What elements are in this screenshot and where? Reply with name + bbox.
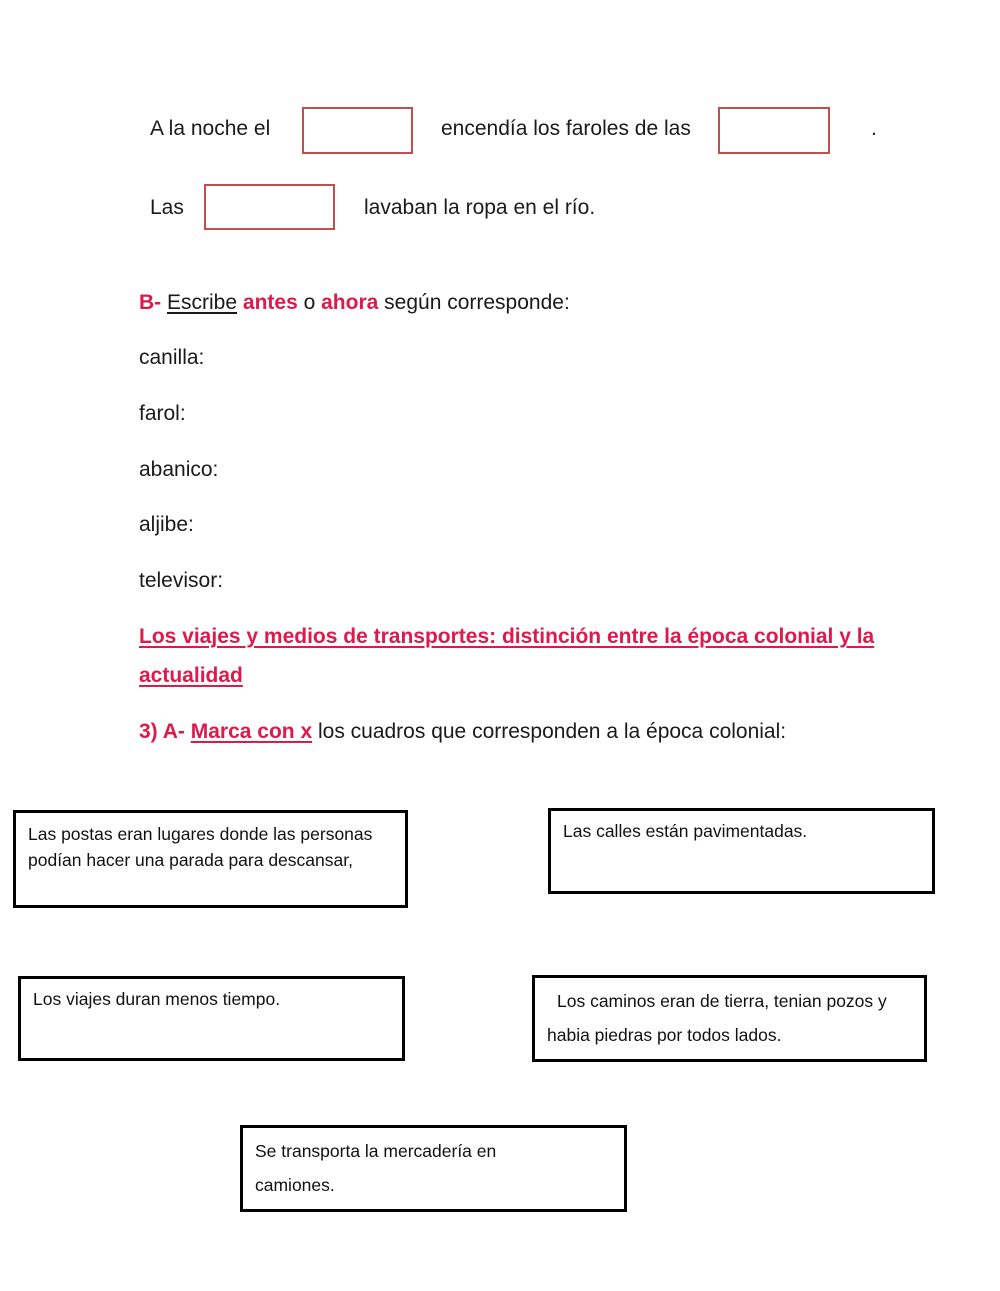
sentence-1-end: . [871, 117, 877, 140]
activity-3-instruction [139, 720, 786, 744]
statement-box-mercaderia[interactable] [240, 1125, 627, 1212]
section-b-rest: según corresponde: [384, 291, 570, 314]
item-abanico: abanico: [139, 458, 219, 481]
statement-box-postas[interactable] [13, 810, 408, 908]
activity-3-prefix: 3) A- [139, 720, 185, 743]
statement-text: Los caminos eran de tierra, tenian pozos y habia piedras por todos lados. [547, 991, 887, 1045]
option-antes: antes [242, 291, 298, 314]
statement-text: Las postas eran lugares donde las personas podían hacer una parada para descansar, [28, 824, 373, 870]
item-canilla: canilla: [139, 346, 205, 369]
topic-heading: Los viajes y medios de transportes: distinción entre la época colonial y la actualidad [139, 625, 875, 687]
blank-drop-zone-2[interactable] [718, 107, 830, 154]
blank-drop-zone-1[interactable] [302, 107, 413, 154]
statement-box-viajes[interactable] [18, 976, 405, 1061]
activity-3-rest: los cuadros que corresponden a la época colonial: [317, 720, 787, 743]
section-b-instruction [139, 291, 570, 315]
section-b-prefix: B- [139, 291, 162, 314]
option-joiner: o [303, 291, 316, 314]
blank-drop-zone-3[interactable] [204, 184, 335, 230]
statement-box-caminos[interactable] [532, 975, 927, 1062]
item-aljibe: aljibe: [139, 513, 194, 536]
sentence-1-part-1: A la noche el [150, 117, 271, 140]
option-ahora: ahora [321, 291, 379, 314]
sentence-2-part-2: lavaban la ropa en el río. [364, 196, 596, 219]
sentence-1-part-2: encendía los faroles de las [441, 117, 691, 140]
sentence-2-part-1: Las [150, 196, 184, 219]
activity-3-action: Marca con x [190, 720, 313, 743]
item-farol: farol: [139, 402, 186, 425]
section-b-verb: Escribe [167, 291, 238, 314]
statement-text: Los viajes duran menos tiempo. [33, 989, 281, 1009]
statement-text: Las calles están pavimentadas. [563, 821, 808, 841]
statement-box-calles[interactable] [548, 808, 935, 894]
item-televisor: televisor: [139, 569, 224, 592]
statement-text: Se transporta la mercadería en camiones. [255, 1141, 497, 1195]
